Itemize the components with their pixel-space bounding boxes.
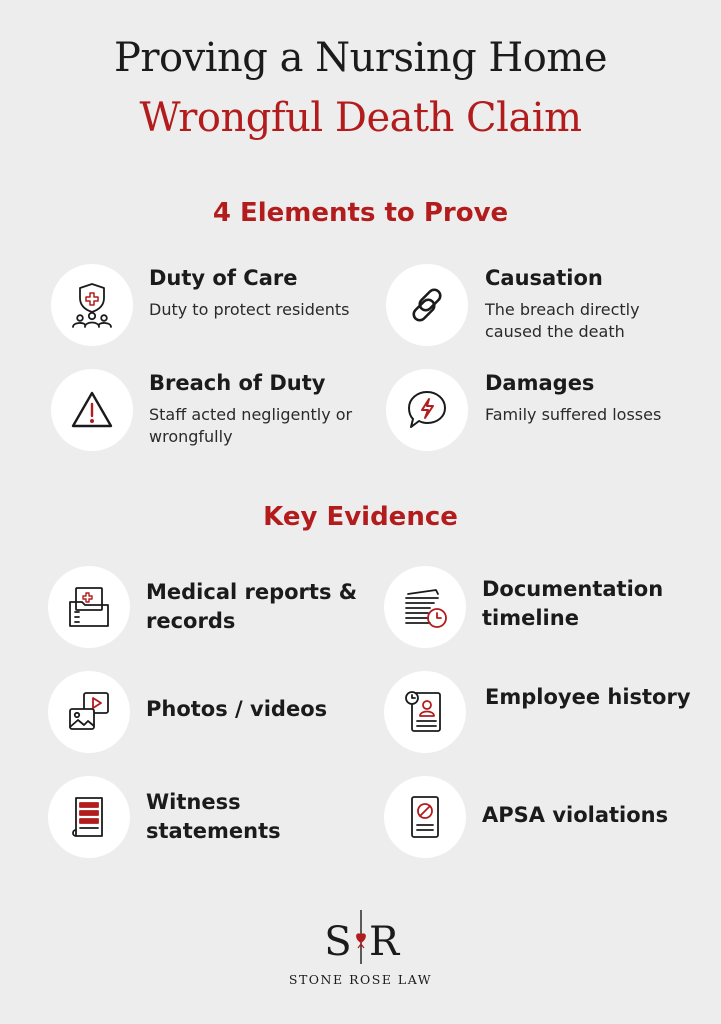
element-title-breach-of-duty: Breach of Duty [149, 371, 326, 395]
warning-triangle-icon [51, 369, 133, 451]
evidence-medical-reports: Medical reports & records [146, 580, 358, 633]
element-desc-duty-of-care: Duty to protect residents [149, 300, 350, 319]
element-title-duty-of-care: Duty of Care [149, 266, 298, 290]
element-desc-damages: Family suffered losses [485, 405, 662, 424]
elements-heading: 4 Elements to Prove [212, 198, 509, 228]
evidence-apsa-violations: APSA violations [482, 803, 669, 827]
title-line-2: Wrongful Death Claim [139, 95, 582, 141]
evidence-heading: Key Evidence [263, 502, 458, 532]
title-line-1: Proving a Nursing Home [113, 35, 607, 81]
statement-scroll-icon [48, 776, 130, 858]
logo-monogram-s: S [323, 919, 352, 965]
element-desc-causation: The breach directly caused the death [485, 300, 640, 341]
chain-link-icon [386, 264, 468, 346]
element-desc-breach-of-duty: Staff acted negligently or wrongfully [149, 405, 353, 446]
shield-people-icon [51, 264, 133, 346]
evidence-witness-statements: Witness statements [146, 790, 281, 843]
evidence-employee-history: Employee history [485, 685, 691, 709]
stone-rose-logo-mark [316, 908, 406, 966]
logo-monogram-r: R [368, 919, 399, 965]
violation-document-icon [384, 776, 466, 858]
logo-name: STONE ROSE LAW [288, 972, 433, 987]
element-title-damages: Damages [485, 371, 595, 395]
medical-folder-icon [48, 566, 130, 648]
documents-clock-icon [384, 566, 466, 648]
employee-profile-icon [384, 671, 466, 753]
logo [0, 908, 721, 987]
evidence-documentation-timeline: Documentation timeline [482, 577, 664, 630]
photo-video-icon [48, 671, 130, 753]
lightning-bubble-icon [386, 369, 468, 451]
element-title-causation: Causation [485, 266, 603, 290]
evidence-photos-videos: Photos / videos [146, 697, 328, 721]
